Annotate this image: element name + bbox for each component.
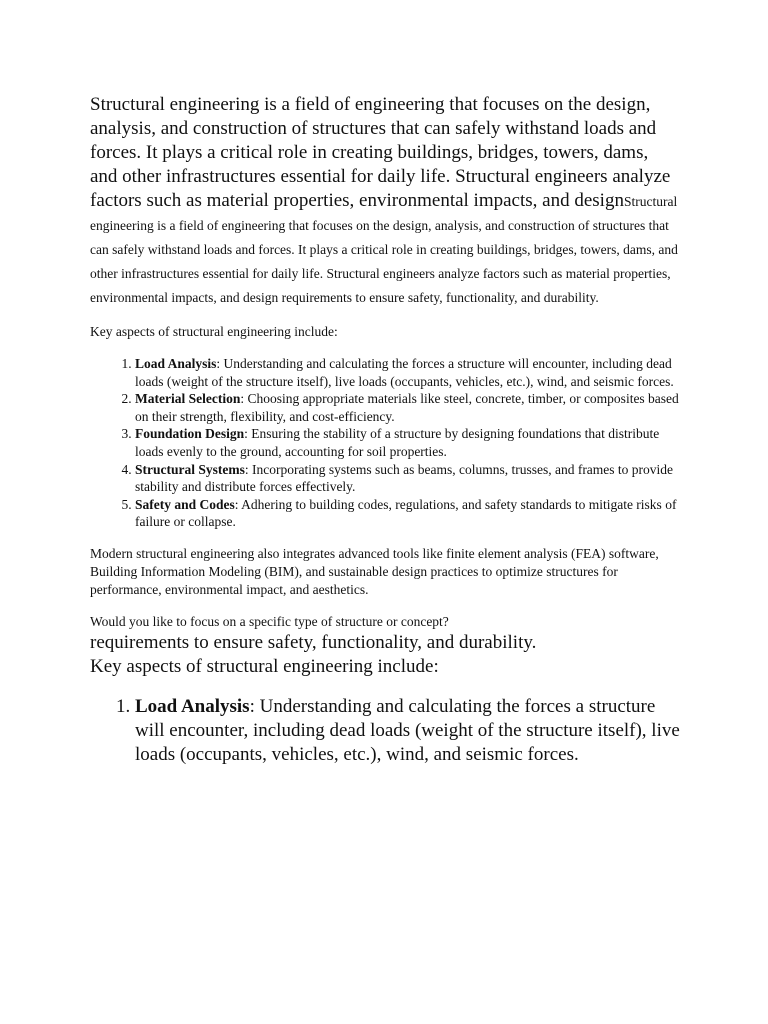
question-paragraph: Would you like to focus on a specific type of structure or concept? [90,613,449,629]
continuation-paragraph: requirements to ensure safety, functionality, and durability. [90,631,537,653]
key-aspects-heading-large: Key aspects of structural engineering include: [90,655,439,677]
document-body [90,93,680,767]
aspect-title: Safety and Codes [135,496,235,512]
aspect-text: : Adhering to building codes, regulations, and safety standards to mitigate risks of failure or collapse. [135,496,677,530]
aspect-title: Load Analysis [135,695,250,717]
list-item [135,695,680,767]
key-aspects-heading: Key aspects of structural engineering include: [90,324,338,339]
intro-large-text: Structural engineering is a field of engineering that focuses on the design, analysis, and construction of structures that can safely withstand loads and forces. It plays a critical role in creating buildings, bridges, towers, dams, and other infrastructures essential for daily life. Structural engineers analyze factors such as material properties, environmental impacts, and design [90,94,671,211]
list-item [135,390,680,425]
aspect-text: : Ensuring the stability of a structure by designing foundations that distribute loads evenly to the ground, accounting for soil properties. [135,426,660,459]
intro-paragraph [90,93,680,309]
aspects-list-large [90,695,680,767]
aspect-title: Material Selection [135,391,241,407]
aspect-text: : Incorporating systems such as beams, columns, trusses, and frames to provide stability and distribute forces effectively. [135,461,674,495]
aspect-title: Structural Systems [135,461,245,477]
list-item [135,355,680,390]
aspect-title: Foundation Design [135,426,245,442]
aspect-text: : Understanding and calculating the forces a structure will encounter, including dead loads (weight of the structure itself), live loads (occupants, vehicles, etc.), wind, and seismic forces. [135,356,674,389]
aspect-title: Load Analysis [135,356,217,371]
aspect-text: : Choosing appropriate materials like steel, concrete, timber, or composites based on their strength, flexibility, and cost-efficiency. [135,391,679,424]
list-item [135,425,680,460]
list-item [135,496,680,531]
aspects-list [90,355,680,531]
modern-paragraph: Modern structural engineering also integrates advanced tools like finite element analysis (FEA) software, Building Information Modeling (BIM), and sustainable design practices to optimize structures for performance, environmental impact, and aesthetics. [90,545,659,597]
intro-small-text: Structural engineering is a field of engineering that focuses on the design, analysis, and construction of structures that can safely withstand loads and forces. It plays a critical role in creating buildings, bridges, towers, dams, and other infrastructures essential for daily life. Structural engineers analyze factors such as material properties, environmental impacts, and design requirements to ensure safety, functionality, and durability. [90,194,678,305]
list-item [135,461,680,496]
aspect-text: : Understanding and calculating the forces a structure will encounter, including dead loads (weight of the structure itself), live loads (occupants, vehicles, etc.), wind, and seismic forces. [135,695,680,765]
